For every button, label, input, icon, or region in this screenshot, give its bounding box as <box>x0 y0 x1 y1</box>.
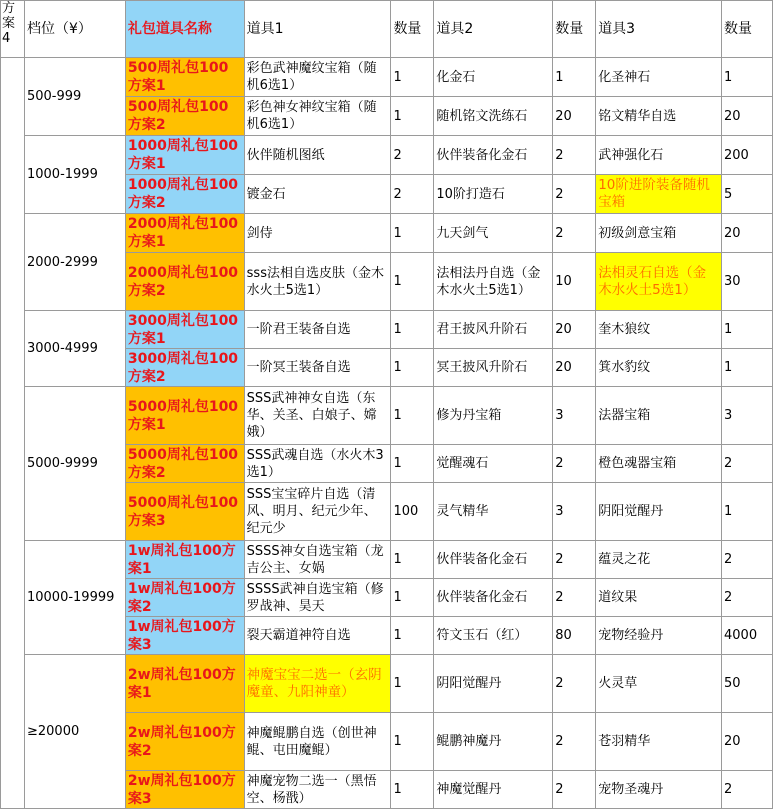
item1-cell: SSSS武神自选宝箱（修罗战神、昊天 <box>244 579 391 617</box>
plan-name: 1w周礼包100方案1 <box>125 541 244 579</box>
qty2-cell: 2 <box>553 445 596 483</box>
qty1-cell: 1 <box>391 387 434 445</box>
item1-cell: 神魔鲲鹏自选（创世神鲲、屯田魔鲲） <box>244 713 391 771</box>
item3-cell: 火灵草 <box>596 655 722 713</box>
item1-cell: 彩色武神魔纹宝箱（随机6选1） <box>244 58 391 97</box>
item1-cell: SSS宝宝碎片自选（清风、明月、纪元少年、纪元少 <box>244 483 391 541</box>
item1-cell: 一阶君王装备自选 <box>244 311 391 349</box>
qty1-cell: 1 <box>391 214 434 253</box>
item3-cell: 宠物经验丹 <box>596 617 722 655</box>
table-row <box>1 58 773 97</box>
qty3-cell: 30 <box>722 253 773 311</box>
tier-header: 档位（¥） <box>24 1 125 58</box>
tier-cell: 1000-1999 <box>24 136 125 214</box>
qty1-cell: 1 <box>391 445 434 483</box>
qty2-cell: 80 <box>553 617 596 655</box>
item2-cell: 冥王披风升阶石 <box>434 349 553 387</box>
item3-cell-highlighted: 法相灵石自选（金木水火土5选1） <box>596 253 722 311</box>
plan-name: 1000周礼包100方案1 <box>125 136 244 175</box>
item3-cell: 箕水豹纹 <box>596 349 722 387</box>
tier-cell: 3000-4999 <box>24 311 125 387</box>
qty2-header: 数量 <box>553 1 596 58</box>
item1-cell: SSS武魂自选（水火木3选1） <box>244 445 391 483</box>
qty2-cell: 2 <box>553 136 596 175</box>
qty3-cell: 5 <box>722 175 773 214</box>
item2-cell: 鲲鹏神魔丹 <box>434 713 553 771</box>
qty1-cell: 1 <box>391 253 434 311</box>
qty1-cell: 1 <box>391 579 434 617</box>
qty3-cell: 1 <box>722 483 773 541</box>
item3-cell: 道纹果 <box>596 579 722 617</box>
item1-cell: 一阶冥王装备自选 <box>244 349 391 387</box>
qty3-cell: 3 <box>722 387 773 445</box>
qty1-header: 数量 <box>391 1 434 58</box>
table-row <box>1 311 773 349</box>
item3-cell: 初级剑意宝箱 <box>596 214 722 253</box>
qty1-cell: 2 <box>391 175 434 214</box>
item1-cell: 剑侍 <box>244 214 391 253</box>
qty3-cell: 2 <box>722 445 773 483</box>
item2-cell: 符文玉石（红） <box>434 617 553 655</box>
plan-name: 1w周礼包100方案3 <box>125 617 244 655</box>
qty1-cell: 1 <box>391 617 434 655</box>
item3-cell: 宠物圣魂丹 <box>596 771 722 809</box>
corner-cell: 方 案 4 <box>1 1 25 58</box>
qty2-cell: 1 <box>553 58 596 97</box>
plan-name: 1w周礼包100方案2 <box>125 579 244 617</box>
qty2-cell: 20 <box>553 311 596 349</box>
item2-cell: 灵气精华 <box>434 483 553 541</box>
qty3-cell: 2 <box>722 541 773 579</box>
qty3-cell: 1 <box>722 349 773 387</box>
qty2-cell: 3 <box>553 483 596 541</box>
item3-cell: 铭文精华自选 <box>596 97 722 136</box>
qty3-cell: 50 <box>722 655 773 713</box>
item2-header: 道具2 <box>434 1 553 58</box>
qty2-cell: 20 <box>553 97 596 136</box>
item1-cell: 伙伴随机图纸 <box>244 136 391 175</box>
qty1-cell: 1 <box>391 771 434 809</box>
item1-cell: 神魔宠物二选一（黑悟空、杨戬） <box>244 771 391 809</box>
qty2-cell: 10 <box>553 253 596 311</box>
item2-cell: 伙伴装备化金石 <box>434 136 553 175</box>
qty3-cell: 4000 <box>722 617 773 655</box>
plan-name: 1000周礼包100方案2 <box>125 175 244 214</box>
header-row <box>1 1 773 58</box>
item2-cell: 九天剑气 <box>434 214 553 253</box>
plan-name: 5000周礼包100方案1 <box>125 387 244 445</box>
item2-cell: 随机铭文洗练石 <box>434 97 553 136</box>
tier-cell: 500-999 <box>24 58 125 136</box>
plan-name: 2000周礼包100方案2 <box>125 253 244 311</box>
qty2-cell: 2 <box>553 175 596 214</box>
qty3-cell: 2 <box>722 579 773 617</box>
table-row <box>1 541 773 579</box>
tier-cell: 5000-9999 <box>24 387 125 541</box>
qty2-cell: 2 <box>553 541 596 579</box>
tier-cell: ≥20000 <box>24 655 125 809</box>
item2-cell: 觉醒魂石 <box>434 445 553 483</box>
plan-name: 3000周礼包100方案2 <box>125 349 244 387</box>
item2-cell: 阴阳觉醒丹 <box>434 655 553 713</box>
qty1-cell: 1 <box>391 655 434 713</box>
item1-cell: 镀金石 <box>244 175 391 214</box>
item3-cell: 苍羽精华 <box>596 713 722 771</box>
qty3-header: 数量 <box>722 1 773 58</box>
qty3-cell: 2 <box>722 771 773 809</box>
qty3-cell: 200 <box>722 136 773 175</box>
item3-cell: 阴阳觉醒丹 <box>596 483 722 541</box>
qty1-cell: 1 <box>391 311 434 349</box>
plan-name: 2w周礼包100方案3 <box>125 771 244 809</box>
item2-cell: 法相法丹自选（金木水火土5选1） <box>434 253 553 311</box>
item1-cell: SSSS神女自选宝箱（龙吉公主、女娲 <box>244 541 391 579</box>
item3-header: 道具3 <box>596 1 722 58</box>
item2-cell: 10阶打造石 <box>434 175 553 214</box>
table-row <box>1 655 773 713</box>
qty2-cell: 2 <box>553 655 596 713</box>
item3-cell: 奎木狼纹 <box>596 311 722 349</box>
qty2-cell: 2 <box>553 771 596 809</box>
item1-cell: sss法相自选皮肤（金木水火土5选1） <box>244 253 391 311</box>
qty1-cell: 1 <box>391 349 434 387</box>
qty3-cell: 20 <box>722 214 773 253</box>
plan-name: 2000周礼包100方案1 <box>125 214 244 253</box>
table-row <box>1 387 773 445</box>
item2-cell: 神魔觉醒丹 <box>434 771 553 809</box>
tier-cell: 2000-2999 <box>24 214 125 311</box>
item1-cell: SSS武神神女自选（东华、关圣、白娘子、嫦娥） <box>244 387 391 445</box>
item2-cell: 君王披风升阶石 <box>434 311 553 349</box>
qty3-cell: 20 <box>722 97 773 136</box>
qty1-cell: 2 <box>391 136 434 175</box>
item1-cell-highlighted: 神魔宝宝二选一（玄阴魔童、九阳神童） <box>244 655 391 713</box>
item3-cell: 蕴灵之花 <box>596 541 722 579</box>
tier-cell: 10000-19999 <box>24 541 125 655</box>
qty3-cell: 1 <box>722 311 773 349</box>
item3-cell-highlighted: 10阶进阶装备随机宝箱 <box>596 175 722 214</box>
table-row <box>1 136 773 175</box>
qty2-cell: 20 <box>553 349 596 387</box>
item3-cell: 化圣神石 <box>596 58 722 97</box>
plan-name: 500周礼包100方案1 <box>125 58 244 97</box>
qty1-cell: 100 <box>391 483 434 541</box>
item3-cell: 橙色魂器宝箱 <box>596 445 722 483</box>
item3-cell: 法器宝箱 <box>596 387 722 445</box>
plan-name: 3000周礼包100方案1 <box>125 311 244 349</box>
qty2-cell: 3 <box>553 387 596 445</box>
item2-cell: 修为丹宝箱 <box>434 387 553 445</box>
qty2-cell: 2 <box>553 214 596 253</box>
item1-header: 道具1 <box>244 1 391 58</box>
left-blank-column <box>1 58 25 809</box>
item1-cell: 裂天霸道神符自选 <box>244 617 391 655</box>
item2-cell: 伙伴装备化金石 <box>434 579 553 617</box>
plan-name: 2w周礼包100方案1 <box>125 655 244 713</box>
plan-name: 5000周礼包100方案3 <box>125 483 244 541</box>
qty3-cell: 20 <box>722 713 773 771</box>
plan-name: 2w周礼包100方案2 <box>125 713 244 771</box>
qty1-cell: 1 <box>391 97 434 136</box>
qty1-cell: 1 <box>391 541 434 579</box>
qty1-cell: 1 <box>391 58 434 97</box>
item1-cell: 彩色神女神纹宝箱（随机6选1） <box>244 97 391 136</box>
plan-name: 500周礼包100方案2 <box>125 97 244 136</box>
qty2-cell: 2 <box>553 579 596 617</box>
plan-name: 5000周礼包100方案2 <box>125 445 244 483</box>
name-header: 礼包道具名称 <box>125 1 244 58</box>
item3-cell: 武神强化石 <box>596 136 722 175</box>
qty1-cell: 1 <box>391 713 434 771</box>
item2-cell: 化金石 <box>434 58 553 97</box>
qty2-cell: 2 <box>553 713 596 771</box>
qty3-cell: 1 <box>722 58 773 97</box>
table-row <box>1 214 773 253</box>
item2-cell: 伙伴装备化金石 <box>434 541 553 579</box>
